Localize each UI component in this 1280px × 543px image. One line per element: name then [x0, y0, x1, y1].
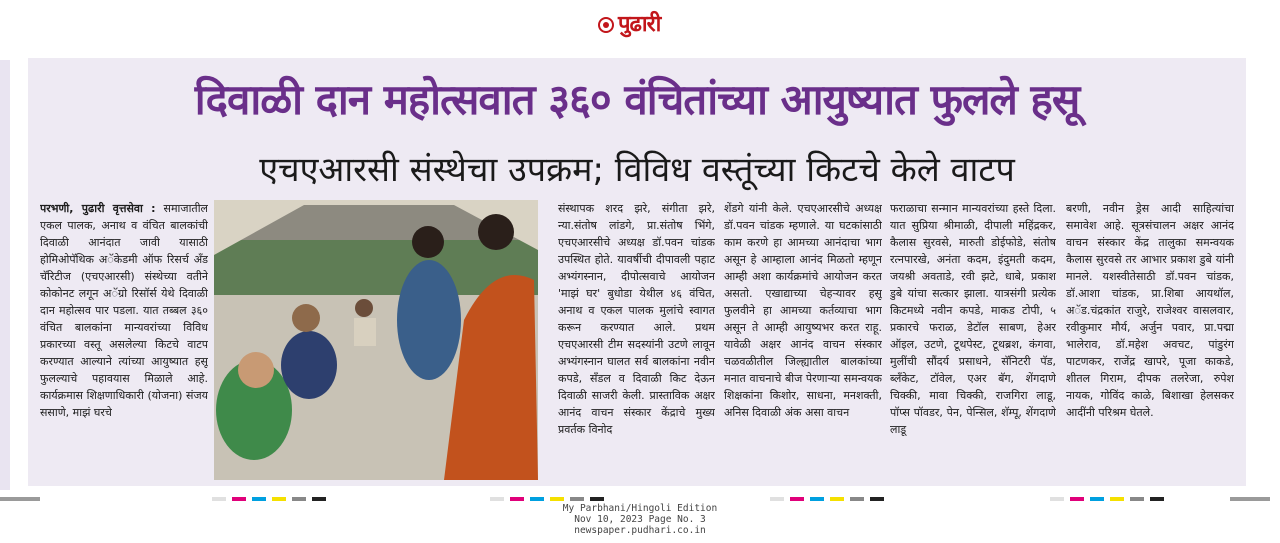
adjacent-article-edge [0, 60, 10, 490]
subheadline: एचएआरसी संस्थेचा उपक्रम; विविध वस्तूंच्या किटचे केले वाटप [259, 150, 1015, 190]
emblem-icon [598, 17, 614, 33]
article-column-5 [1066, 200, 1234, 480]
column-4-text: फराळाचा सन्मान मान्यवरांच्या हस्ते दिला. यात सुप्रिया श्रीमाळी, दीपाली महिंद्रकर, कैलास सुरवसे, मारुती डोईफोडे, संतोष रत्नपारखे, अनंता कदम, इंदुमती कदम, जयश्री अवताडे, रवी झटे, धाबे, प्रकाश डुबे यांचा सत्कार झाला. यात्रसंगी प्रत्येक किटमध्ये नवीन कपडे, माकड टोपी, ५ प्रकारचे फराळ, डेटॉल साबण, हेअर ऑइल, उटणे, टूथपेस्ट, टूथब्रश, कंगवा, मुलींची सौंदर्य प्रसाधने, सॅनिटरी पॅड, ब्लँकेट, टॉवेल, एअर बॅग, शेंगदाणे चिक्की, मावा चिक्की, राजगिरा लाडू, पॉप्स पॉवडर, पेन, पेन्सिल, शॅम्पू, शेंगदाणे लाडू [890, 202, 1056, 436]
registration-bar-left [0, 497, 40, 501]
date-page-label: Nov 10, 2023 Page No. 3 [574, 514, 706, 525]
column-2-text: संस्थापक शरद झरे, संगीता झरे, न्या.संतोष लांडगे, प्रा.संतोष भिंगे, एचएआरसीचे अध्यक्ष डॉ.पवन चांडक उपस्थित होते. यावर्षीची दीपावली पहाट अभ्यंगस्नान, दीपोत्सवाचे आयोजन 'माझं घर' बुधोडा येथील ४६ वंचित, अनाथ व एकल पालक मुलांचे स्वागत करून करण्यात आले. प्रथम एचएआरसी टीम सदस्यांनी उटणे लावून अभ्यंगस्नान घालत सर्व बालकांना नवीन कपडे, सँडल व दिवाळी किट देऊन दिवाळी साजरी केली. प्रास्ताविक अक्षर आनंद वाचन संस्कार केंद्राचे मुख्य प्रवर्तक विनोद [558, 202, 715, 436]
article-column-4 [890, 200, 1056, 480]
edition-label: My Parbhani/Hingoli Edition [562, 503, 718, 514]
photo-illustration [214, 200, 538, 480]
registration-bar [770, 497, 884, 501]
registration-bar [212, 497, 326, 501]
event-photo [214, 200, 538, 480]
article-column-2 [558, 200, 715, 480]
registration-bar-right [1230, 497, 1270, 501]
registration-bar [490, 497, 604, 501]
column-3-text: शेंडगे यांनी केले. एचएआरसीचे अध्यक्ष डॉ.पवन चांडक म्हणाले. या घटकांसाठी काम करणे हा आमच्या आनंदाचा भाग असून हे आम्हाला आनंद मिळतो म्हणून आम्ही अशा कार्यक्रमांचे आयोजन करत असतो. एखाद्याच्या चेहऱ्यावर हसू फुलवीने हा आमच्या कर्तव्याचा भाग असून ते आम्ही आयुष्यभर करत राहू. यावेळी अक्षर आनंद वाचन संस्कार चळवळीतील जिल्ह्यातील बालकांच्या मनात वाचनाचे बीज पेरणाऱ्या समन्वयक शिक्षकांना किशोर, साधना, मनशक्ती, अनिस दिवाळी अंक असा वाचन [724, 202, 882, 419]
pudhari-logo [598, 8, 684, 42]
page-footer [480, 503, 800, 536]
article-column-3 [724, 200, 882, 480]
site-link[interactable]: newspaper.pudhari.co.in [574, 525, 706, 536]
article-column-1 [40, 200, 208, 480]
column-5-text: बरणी, नवीन ड्रेस आदी साहित्यांचा समावेश आहे. सूत्रसंचालन अक्षर आनंद वाचन संस्कार केंद्र तालुका समन्वयक कैलास सुरवसे तर आभार प्रकाश डुबे यांनी मानले. यशस्वीतेसाठी डॉ.पवन चांडक, डॉ.आशा चांडक, प्रा.शिबा आयथॉल, अॅड.चंद्रकांत राजुरे, राजेश्वर वासलवार, रवीकुमार मौर्य, अर्जुन पवार, प्रा.पद्मा भालेराव, डॉ.महेश अवचट, पांडुरंग पाटणकर, राजेंद्र खापरे, पूजा काकडे, शीतल गिराम, दीपक तलरेजा, रुपेश नायक, गोविंद काळे, बिशाखा हेलसकर आदींनी परिश्रम घेतले. [1066, 202, 1234, 419]
logo-text: पुढारी [618, 12, 661, 37]
column-1-text: समाजातील एकल पालक, अनाथ व वंचित बालकांची दिवाळी आनंदात जावी यासाठी होमिओपॅथिक अॅकेडमी ऑफ रिसर्च अँड चॅरिटीज (एचएआरसी) संस्थेच्या वतीने कोकोनट लगून अॅग्रो रिसॉर्स येथे दिवाळी दान महोत्सव पार पडला. यात तब्बल ३६० वंचित बालकांना मान्यवरांच्या विविध प्रकारच्या वस्तू असलेल्या किटचे वाटप करण्यात आल्याने त्यांच्या आयुष्यात हसू फुलल्याचे पहावयास मिळाले आहे. कार्यक्रमास शिक्षणाधिकारी (योजना) संजय ससाणे, माझं घरचे [40, 202, 208, 419]
headline: दिवाळी दान महोत्सवात ३६० वंचितांच्या आयुष्यात फुलले हसू [194, 74, 1080, 124]
registration-bar [1050, 497, 1164, 501]
news-article [28, 58, 1246, 486]
byline: परभणी, पुढारी वृत्तसेवा : [40, 202, 156, 215]
